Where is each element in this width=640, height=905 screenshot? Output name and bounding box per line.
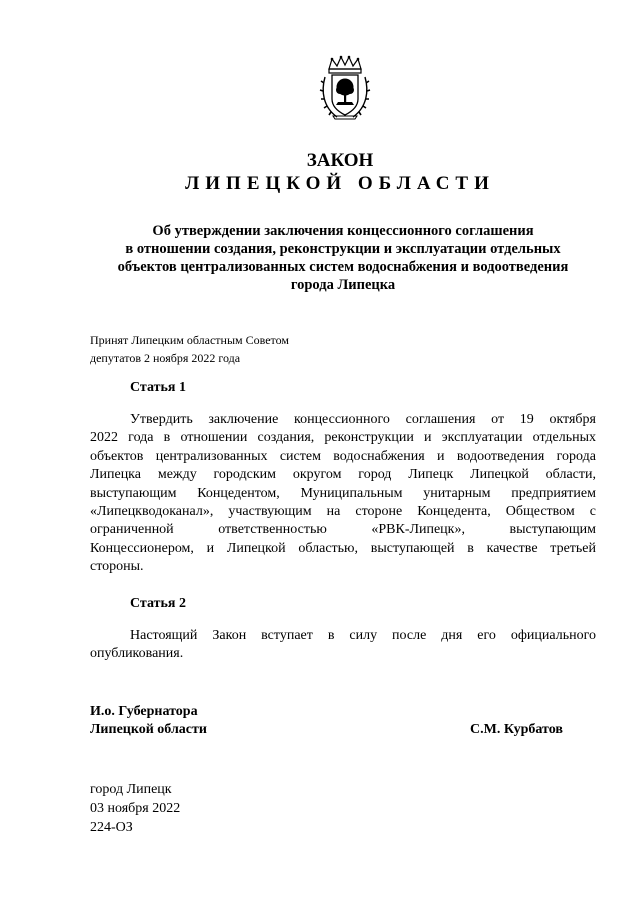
article-1-heading: Статья 1 bbox=[130, 380, 186, 395]
law-title-line: Об утверждении заключения концессионного соглашения bbox=[152, 223, 534, 239]
article-2-line: опубликования. bbox=[90, 646, 184, 662]
signatory-title-line: И.о. Губернатора bbox=[90, 704, 198, 719]
footer-date: 03 ноября 2022 bbox=[90, 801, 181, 816]
signatory-title bbox=[90, 703, 207, 739]
document-type: ЗАКОН bbox=[306, 150, 374, 171]
article-1-line: объектов централизованных систем водоснабжения и водоотведения города bbox=[90, 448, 596, 464]
adoption-note bbox=[90, 331, 289, 367]
adoption-note-line: депутатов 2 ноября 2022 года bbox=[90, 351, 241, 365]
article-1-line: выступающим Концедентом, Муниципальным унитарным предприятием bbox=[90, 485, 596, 501]
footer-city: город Липецк bbox=[90, 782, 172, 797]
signatory-name: С.М. Курбатов bbox=[470, 722, 563, 737]
article-1-line: ограниченной ответственностью «РВК-Липецк», выступающим bbox=[90, 522, 596, 538]
article-1-line: «Липецкводоканал», участвующим на стороне Концедента, Обществом с bbox=[90, 503, 596, 519]
law-title-line: города Липецка bbox=[290, 277, 396, 293]
footer-number: 224-ОЗ bbox=[90, 820, 133, 835]
law-title-line: объектов централизованных систем водоснабжения и водоотведения bbox=[117, 259, 569, 275]
adoption-note-line: Принят Липецким областным Советом bbox=[90, 333, 289, 347]
article-1-line: стороны. bbox=[90, 559, 144, 575]
article-1-line: Концессионером, и Липецкой областью, выступающей в качестве третьей bbox=[90, 540, 596, 556]
document-footer bbox=[90, 780, 180, 837]
law-title-line: в отношении создания, реконструкции и эксплуатации отдельных bbox=[125, 241, 561, 257]
article-2-text bbox=[90, 627, 596, 664]
article-2-line: Настоящий Закон вступает в силу после дня его официального bbox=[130, 628, 596, 643]
article-1-line: Липецка между городским округом город Липецк Липецкой области, bbox=[90, 467, 596, 483]
article-1-text bbox=[90, 411, 596, 577]
lipetsk-coat-of-arms-icon bbox=[319, 55, 371, 121]
article-2-heading: Статья 2 bbox=[130, 596, 186, 611]
law-title bbox=[90, 222, 596, 294]
article-1-line: Утвердить заключение концессионного соглашения от 19 октября bbox=[130, 412, 596, 427]
article-1-line: 2022 года в отношении создания, реконструкции и эксплуатации отдельных bbox=[90, 430, 596, 446]
document-issuer: ЛИПЕЦКОЙ ОБЛАСТИ bbox=[185, 173, 495, 194]
signatory-title-line: Липецкой области bbox=[90, 722, 207, 737]
